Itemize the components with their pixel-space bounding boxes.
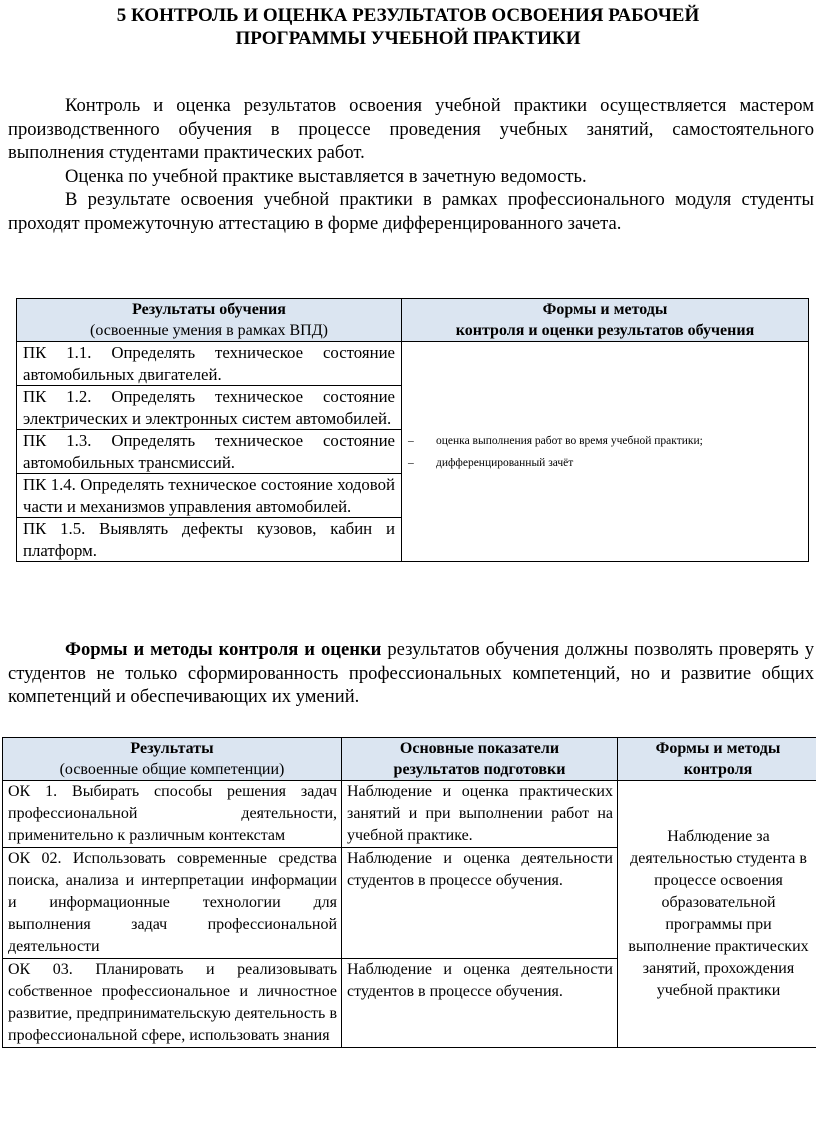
header-results-title: Результаты [130, 740, 214, 757]
header-results [17, 299, 402, 342]
competency-cell: ПК 1.2. Определять техническое состояние электрических и электронных систем автомобилей. [17, 386, 402, 430]
competency-cell: ПК 1.1. Определять техническое состояние автомобильных двигателей. [17, 342, 402, 386]
header-indicators-title: Основные показатели [399, 740, 560, 757]
header-results-title: Результаты обучения [132, 301, 286, 318]
middle-bold: Формы и методы контроля и оценки [65, 639, 382, 660]
header-results-subtitle: (освоенные умения в рамках ВПД) [90, 322, 328, 339]
page-title [0, 4, 816, 50]
intro-text [8, 94, 814, 235]
header-methods [402, 299, 809, 342]
table-row [17, 342, 809, 386]
header-results [3, 738, 342, 781]
competency-cell: ПК 1.5. Выявлять дефекты кузовов, кабин и платформ. [17, 518, 402, 562]
competency-cell: ПК 1.4. Определять техническое состояние ходовой части и механизмов управления автомобилей. [17, 474, 402, 518]
header-methods-subtitle: контроля и оценки результатов обучения [455, 322, 755, 339]
indicator-cell: Наблюдение и оценка деятельности студентов в процессе обучения. [342, 848, 618, 959]
middle-paragraph [8, 638, 814, 709]
indicator-cell: Наблюдение и оценка деятельности студентов в процессе обучения. [342, 959, 618, 1048]
intro-paragraph-3: В результате освоения учебной практики в рамках профессионального модуля студенты проходят промежуточную аттестацию в форме дифференцированного зачета. [8, 189, 814, 234]
competency-cell: ОК 02. Использовать современные средства поиска, анализа и интерпретации информации и информационные технологии для выполнения задач профессиональной деятельности [3, 848, 342, 959]
header-forms-title: Формы и методы [655, 740, 781, 757]
form-cell: Наблюдение за деятельностью студента в процессе освоения образовательной программы при выполнение практических занятий, прохождения учебной практики [618, 781, 816, 1048]
middle-rest: результатов обучения должны позволять проверять у студентов не только сформированность профессиональных компетенций, но и развитие общих компетенций и обеспечивающих их умений. [8, 639, 815, 707]
header-results-subtitle: (освоенные общие компетенции) [59, 761, 285, 778]
learning-results-table [16, 298, 809, 562]
competency-cell: ПК 1.3. Определять техническое состояние автомобильных трансмиссий. [17, 430, 402, 474]
dash-bullet: – [408, 434, 414, 447]
table-row [3, 781, 816, 848]
header-forms [618, 738, 816, 781]
dash-bullet: – [408, 456, 414, 469]
competency-cell: ОК 03. Планировать и реализовывать собственное профессиональное и личностное развитие, предпринимательскую деятельность в профессиональной сфере, использовать знания [3, 959, 342, 1048]
title-line-2: ПРОГРАММЫ УЧЕБНОЙ ПРАКТИКИ [235, 28, 581, 49]
general-competencies-table [2, 737, 816, 1048]
header-indicators-subtitle: результатов подготовки [393, 761, 566, 778]
header-methods-title: Формы и методы [542, 301, 668, 318]
method-item [408, 430, 802, 452]
intro-paragraph-1: Контроль и оценка результатов освоения учебной практики осуществляется мастером производственного обучения в процессе проведения учебных занятий, самостоятельного выполнения студентами практических работ. [8, 95, 814, 163]
title-line-1: 5 КОНТРОЛЬ И ОЦЕНКА РЕЗУЛЬТАТОВ ОСВОЕНИЯ РАБОЧЕЙ [116, 5, 700, 26]
method-text: дифференцированный зачёт [436, 456, 574, 469]
middle-text [8, 638, 814, 709]
indicator-cell: Наблюдение и оценка практических занятий и при выполнении работ на учебной практике. [342, 781, 618, 848]
table-header-row [17, 299, 809, 342]
header-forms-subtitle: контроля [683, 761, 753, 778]
table-header-row [3, 738, 816, 781]
methods-cell [402, 342, 809, 562]
competency-cell: ОК 1. Выбирать способы решения задач профессиональной деятельности, применительно к различным контекстам [3, 781, 342, 848]
method-item [408, 452, 802, 474]
intro-paragraph-2: Оценка по учебной практике выставляется в зачетную ведомость. [65, 165, 587, 187]
header-indicators [342, 738, 618, 781]
method-text: оценка выполнения работ во время учебной практики; [436, 434, 703, 447]
